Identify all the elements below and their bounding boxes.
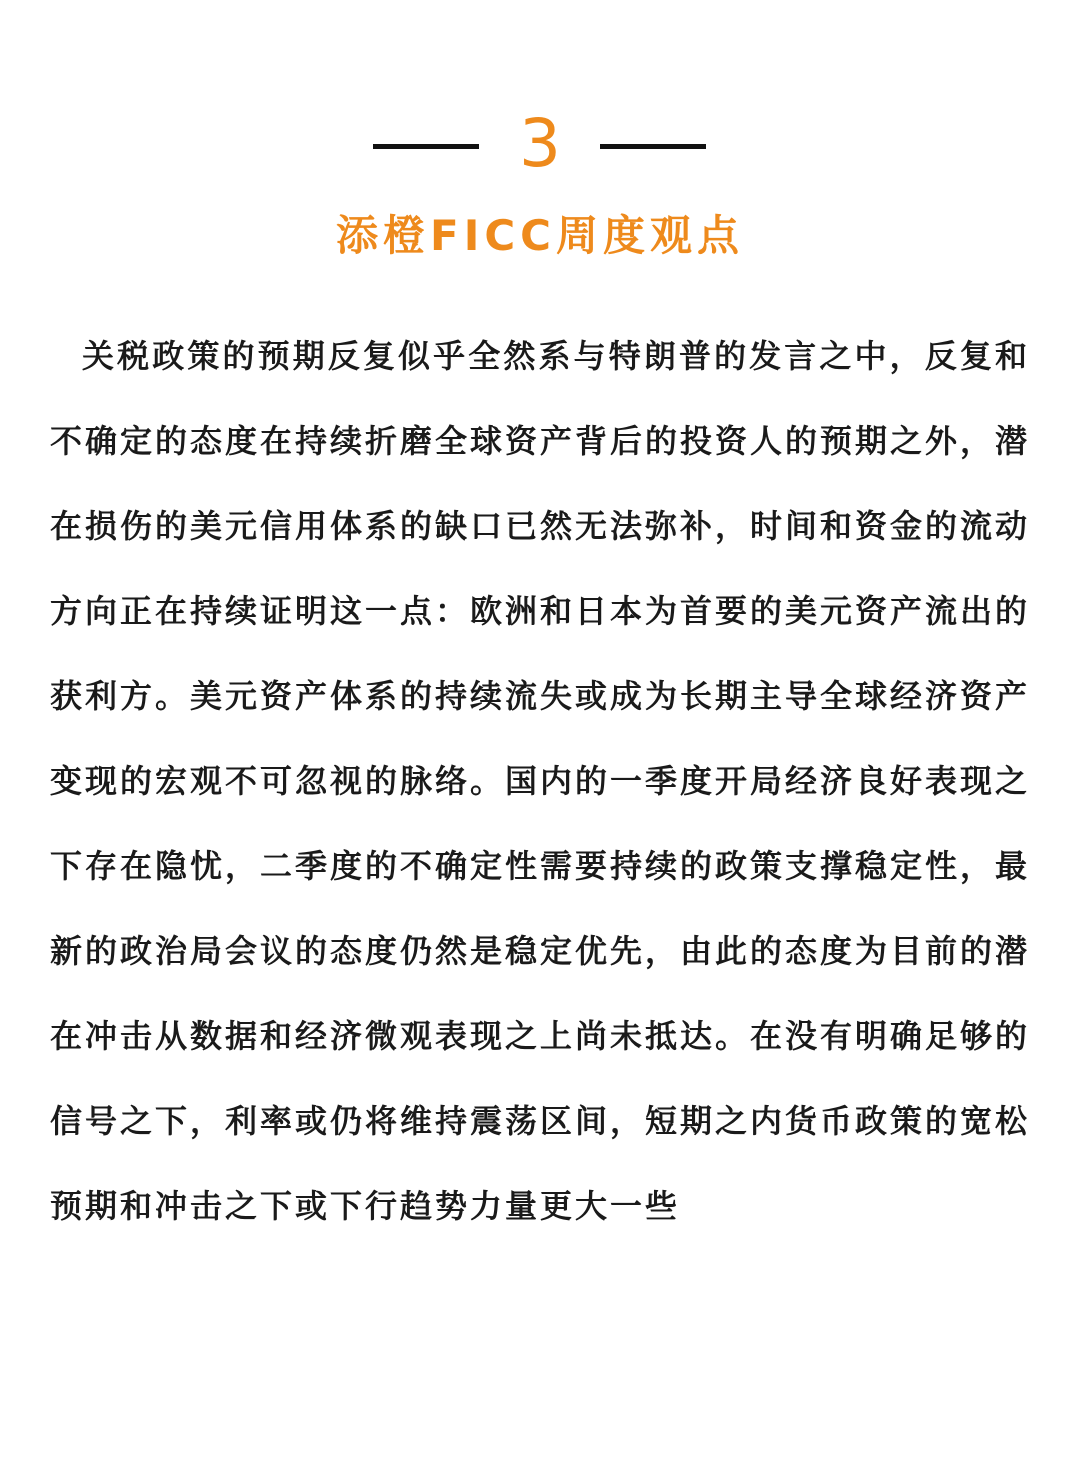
section-number: 3 <box>519 105 561 182</box>
section-title: 添橙FICC周度观点 <box>336 211 744 260</box>
header-rule-left <box>373 144 479 149</box>
section-header <box>0 104 1080 184</box>
header-rule-right <box>600 144 706 149</box>
article-body: 关税政策的预期反复似乎全然系与特朗普的发言之中，反复和不确定的态度在持续折磨全球资产背后的投资人的预期之外，潜在损伤的美元信用体系的缺口已然无法弥补，时间和资金的流动方向正在持续证明这一点：欧洲和日本为首要的美元资产流出的获利方。美元资产体系的持续流失或成为长期主导全球经济资产变现的宏观不可忽视的脉络。国内的一季度开局经济良好表现之下存在隐忧，二季度的不确定性需要持续的政策支撑稳定性，最新的政治局会议的态度仍然是稳定优先，由此的态度为目前的潜在冲击从数据和经济微观表现之上尚未抵达。在没有明确足够的信号之下，利率或仍将维持震荡区间，短期之内货币政策的宽松预期和冲击之下或下行趋势力量更大一些 <box>50 337 1031 1225</box>
